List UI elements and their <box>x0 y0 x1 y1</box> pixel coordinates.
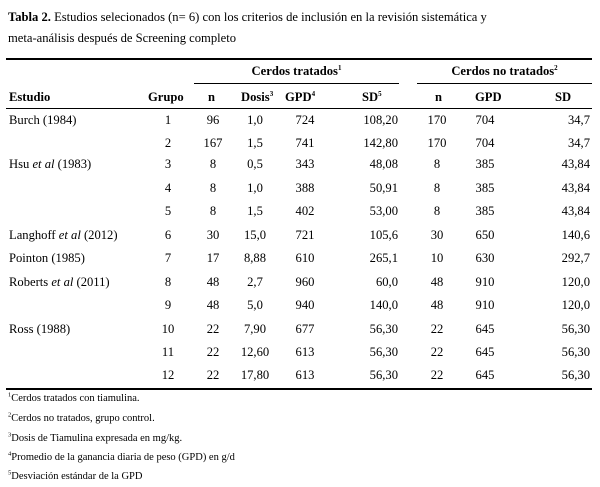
cell-n: 30 <box>206 228 220 242</box>
cell-n-untreated: 22 <box>430 368 444 382</box>
cell-sd: 265,1 <box>369 251 398 265</box>
cell-gpd-untreated: 645 <box>475 345 495 359</box>
cell-n-untreated: 48 <box>430 298 444 312</box>
cell-n-untreated: 170 <box>427 136 447 150</box>
caption-text-line2: meta-análisis después de Screening completo <box>8 31 237 45</box>
col-header-n-untreated: n <box>435 90 443 104</box>
cell-grupo: 4 <box>164 181 172 195</box>
cell-n: 96 <box>206 113 220 127</box>
cell-gpd: 724 <box>295 113 315 127</box>
cell-sd-untreated: 140,6 <box>561 228 590 242</box>
cell-grupo: 2 <box>164 136 172 150</box>
cell-gpd-untreated: 645 <box>475 322 495 336</box>
cell-n-untreated: 170 <box>427 113 447 127</box>
cell-n: 22 <box>206 322 220 336</box>
cell-sd-untreated: 120,0 <box>561 298 590 312</box>
header-rule <box>6 108 592 109</box>
cell-n: 17 <box>206 251 220 265</box>
cell-gpd: 402 <box>295 204 315 218</box>
caption-text-line1: Estudios selecionados (n= 6) con los criterios de inclusión en la revisión sistemática y <box>50 10 487 24</box>
cell-n: 22 <box>206 368 220 382</box>
cell-dosis: 8,88 <box>243 251 267 265</box>
cell-gpd-untreated: 385 <box>475 181 495 195</box>
cell-dosis: 2,7 <box>247 275 263 289</box>
cell-gpd-untreated: 650 <box>475 228 495 242</box>
cell-dosis: 1,5 <box>247 204 263 218</box>
cell-gpd: 741 <box>295 136 315 150</box>
cell-gpd: 613 <box>295 345 315 359</box>
col-header-gpd-untreated: GPD <box>475 90 502 104</box>
cell-sd-untreated: 43,84 <box>561 181 590 195</box>
cell-grupo: 9 <box>164 298 172 312</box>
cell-gpd: 343 <box>295 157 315 171</box>
cell-sd-untreated: 56,30 <box>561 368 590 382</box>
group-header-treated: Cerdos tratados$^1$ <box>251 63 342 78</box>
cell-n-untreated: 22 <box>430 345 444 359</box>
bottom-rule <box>6 388 592 390</box>
cell-estudio: Ross (1988) <box>9 322 71 336</box>
cell-dosis: 0,5 <box>247 157 263 171</box>
cell-sd-untreated: 43,84 <box>561 204 590 218</box>
cell-grupo: 1 <box>164 113 172 127</box>
cell-dosis: 12,60 <box>240 345 270 359</box>
cell-n: 48 <box>206 275 220 289</box>
cell-gpd: 940 <box>295 298 315 312</box>
cell-n-untreated: 8 <box>433 157 441 171</box>
cell-sd-untreated: 120,0 <box>561 275 590 289</box>
cell-estudio: Pointon (1985) <box>9 251 85 265</box>
group-header-untreated: Cerdos no tratados$^2$ <box>451 63 558 78</box>
cell-n: 8 <box>209 157 217 171</box>
cell-n-untreated: 10 <box>430 251 444 265</box>
cell-sd: 56,30 <box>369 322 398 336</box>
cell-sd-untreated: 56,30 <box>561 322 590 336</box>
cell-dosis: 7,90 <box>243 322 267 336</box>
cell-gpd-untreated: 910 <box>475 298 495 312</box>
group-underline-treated <box>194 83 399 84</box>
cell-gpd-untreated: 385 <box>475 157 495 171</box>
cell-sd: 50,91 <box>369 181 398 195</box>
cell-n-untreated: 8 <box>433 181 441 195</box>
cell-sd: 53,00 <box>369 204 398 218</box>
cell-sd: 48,08 <box>369 157 398 171</box>
cell-gpd-untreated: 645 <box>475 368 495 382</box>
cell-dosis: 1,0 <box>247 181 263 195</box>
cell-gpd-untreated: 704 <box>475 136 495 150</box>
cell-grupo: 6 <box>164 228 172 242</box>
cell-n: 8 <box>209 204 217 218</box>
cell-gpd: 960 <box>295 275 315 289</box>
cell-sd-untreated: 43,84 <box>561 157 590 171</box>
caption-label: Tabla 2. <box>8 10 51 24</box>
group-underline-untreated <box>417 83 592 84</box>
cell-sd-untreated: 34,7 <box>567 113 590 127</box>
col-header-grupo: Grupo <box>148 90 184 104</box>
col-header-n: n <box>208 90 216 104</box>
cell-gpd: 388 <box>295 181 315 195</box>
cell-sd: 140,0 <box>369 298 398 312</box>
cell-gpd: 677 <box>295 322 315 336</box>
cell-grupo: 5 <box>164 204 172 218</box>
col-header-dosis: Dosis$^3$ <box>241 89 274 104</box>
footnote: $^2$Cerdos no tratados, grupo control. <box>8 411 155 424</box>
footnote: $^5$Desviación estándar de la GPD <box>8 469 143 482</box>
cell-sd-untreated: 292,7 <box>561 251 590 265</box>
cell-sd-untreated: 34,7 <box>567 136 590 150</box>
cell-sd: 56,30 <box>369 368 398 382</box>
cell-gpd: 613 <box>295 368 315 382</box>
cell-grupo: 10 <box>161 322 175 336</box>
cell-sd: 142,80 <box>363 136 398 150</box>
cell-sd: 56,30 <box>369 345 398 359</box>
cell-sd-untreated: 56,30 <box>561 345 590 359</box>
cell-n-untreated: 8 <box>433 204 441 218</box>
cell-dosis: 1,5 <box>247 136 263 150</box>
cell-gpd-untreated: 910 <box>475 275 495 289</box>
table-caption <box>8 7 593 49</box>
col-header-gpd: GPD$^4$ <box>285 89 316 104</box>
cell-dosis: 5,0 <box>247 298 263 312</box>
cell-n: 167 <box>203 136 223 150</box>
cell-gpd: 721 <box>295 228 315 242</box>
cell-gpd-untreated: 630 <box>475 251 495 265</box>
cell-grupo: 8 <box>164 275 172 289</box>
cell-grupo: 3 <box>164 157 172 171</box>
cell-grupo: 7 <box>164 251 172 265</box>
cell-dosis: 15,0 <box>243 228 267 242</box>
cell-gpd: 610 <box>295 251 315 265</box>
cell-estudio: Hsu et al (1983) <box>9 157 92 171</box>
col-header-sd: $SD^5$ <box>362 89 382 104</box>
col-header-sd-untreated: SD <box>555 90 572 104</box>
cell-estudio: Burch (1984) <box>9 113 77 127</box>
footnote: $^1$Cerdos tratados con tiamulina. <box>8 391 140 404</box>
cell-sd: 105,6 <box>369 228 398 242</box>
cell-estudio: Langhoff et al (2012) <box>9 228 118 242</box>
cell-gpd-untreated: 385 <box>475 204 495 218</box>
cell-gpd-untreated: 704 <box>475 113 495 127</box>
cell-sd: 108,20 <box>363 113 398 127</box>
cell-dosis: 1,0 <box>247 113 263 127</box>
cell-n: 48 <box>206 298 220 312</box>
cell-n-untreated: 22 <box>430 322 444 336</box>
footnote: $^4$Promedio de la ganancia diaria de peso (GPD) en g/d <box>8 450 235 463</box>
cell-grupo: 12 <box>161 368 175 382</box>
cell-n: 8 <box>209 181 217 195</box>
footnote: $^3$Dosis de Tiamulina expresada en mg/kg. <box>8 431 183 444</box>
cell-grupo: 11 <box>161 345 175 359</box>
cell-n-untreated: 48 <box>430 275 444 289</box>
cell-n: 22 <box>206 345 220 359</box>
cell-sd: 60,0 <box>375 275 398 289</box>
cell-n-untreated: 30 <box>430 228 444 242</box>
col-header-estudio: Estudio <box>9 90 51 104</box>
top-rule <box>6 58 592 60</box>
cell-dosis: 17,80 <box>240 368 270 382</box>
cell-estudio: Roberts et al (2011) <box>9 275 110 289</box>
